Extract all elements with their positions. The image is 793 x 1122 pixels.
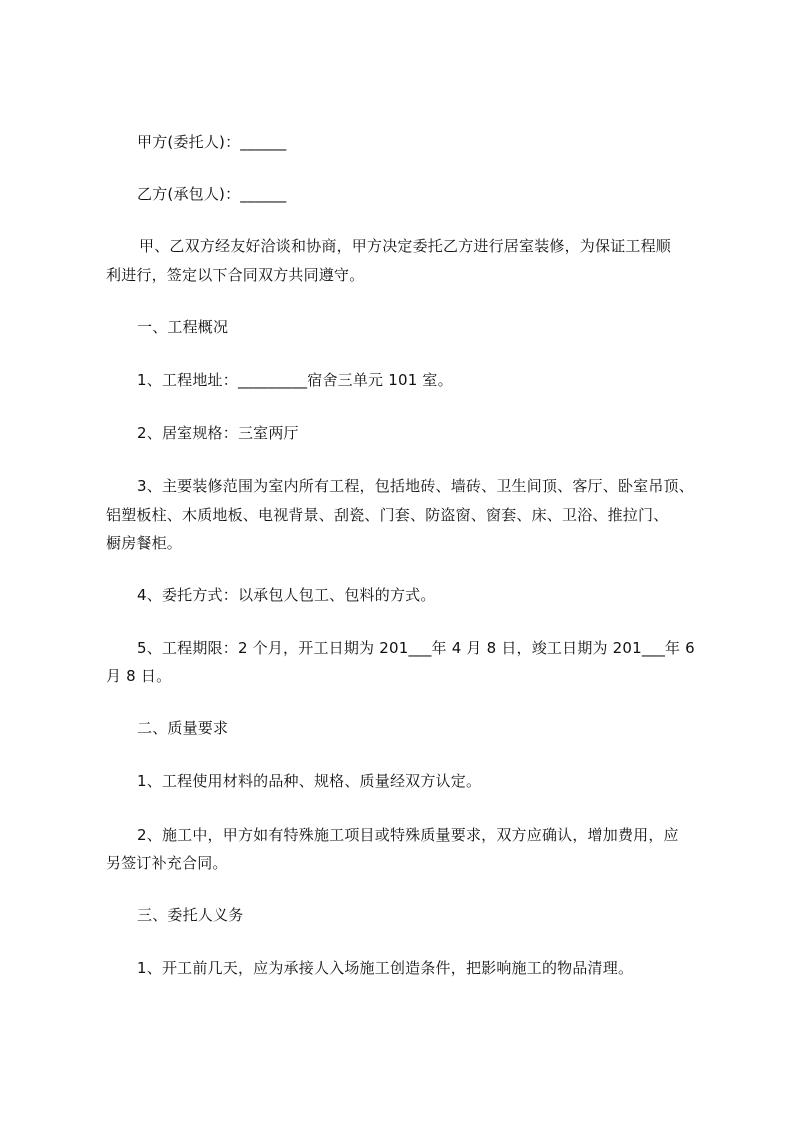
- section-1-item-3-line-1: 3、主要装修范围为室内所有工程，包括地砖、墙砖、卫生间顶、客厅、卧室吊顶、: [137, 477, 694, 495]
- section-3-title: 三、委托人义务: [137, 906, 244, 924]
- section-2-title: 二、质量要求: [137, 719, 229, 737]
- preamble-line-2: 利进行，签定以下合同双方共同遵守。: [106, 266, 365, 284]
- section-2-item-1: 1、工程使用材料的品种、规格、质量经双方认定。: [137, 772, 482, 790]
- section-1-item-5-line-1: 5、工程期限：2 个月，开工日期为 201___年 4 月 8 日，竣工日期为 201___年 6: [137, 639, 695, 657]
- section-1-item-4: 4、委托方式：以承包人包工、包料的方式。: [137, 586, 436, 604]
- section-1-item-2: 2、居室规格：三室两厅: [137, 424, 299, 442]
- section-1-item-5-line-2: 月 8 日。: [106, 667, 172, 685]
- party-a-line: 甲方(委托人)：______: [137, 133, 287, 151]
- section-2-item-2-line-1: 2、施工中，甲方如有特殊施工项目或特殊质量要求，双方应确认，增加费用，应: [137, 826, 679, 844]
- section-1-item-1: 1、工程地址：_________宿舍三单元 101 室。: [137, 371, 453, 389]
- preamble-line-1: 甲、乙双方经友好洽谈和协商，甲方决定委托乙方进行居室装修，为保证工程顺: [139, 237, 672, 255]
- section-1-item-3-line-3: 橱房餐柜。: [106, 534, 183, 552]
- section-1-title: 一、工程概况: [137, 318, 229, 336]
- section-1-item-3-line-2: 铝塑板柱、木质地板、电视背景、刮瓷、门套、防盗窗、窗套、床、卫浴、推拉门、: [106, 506, 669, 524]
- section-3-item-1: 1、开工前几天，应为承接人入场施工创造条件，把影响施工的物品清理。: [137, 959, 634, 977]
- section-2-item-2-line-2: 另签订补充合同。: [106, 854, 228, 872]
- party-b-line: 乙方(承包人)：______: [137, 185, 287, 203]
